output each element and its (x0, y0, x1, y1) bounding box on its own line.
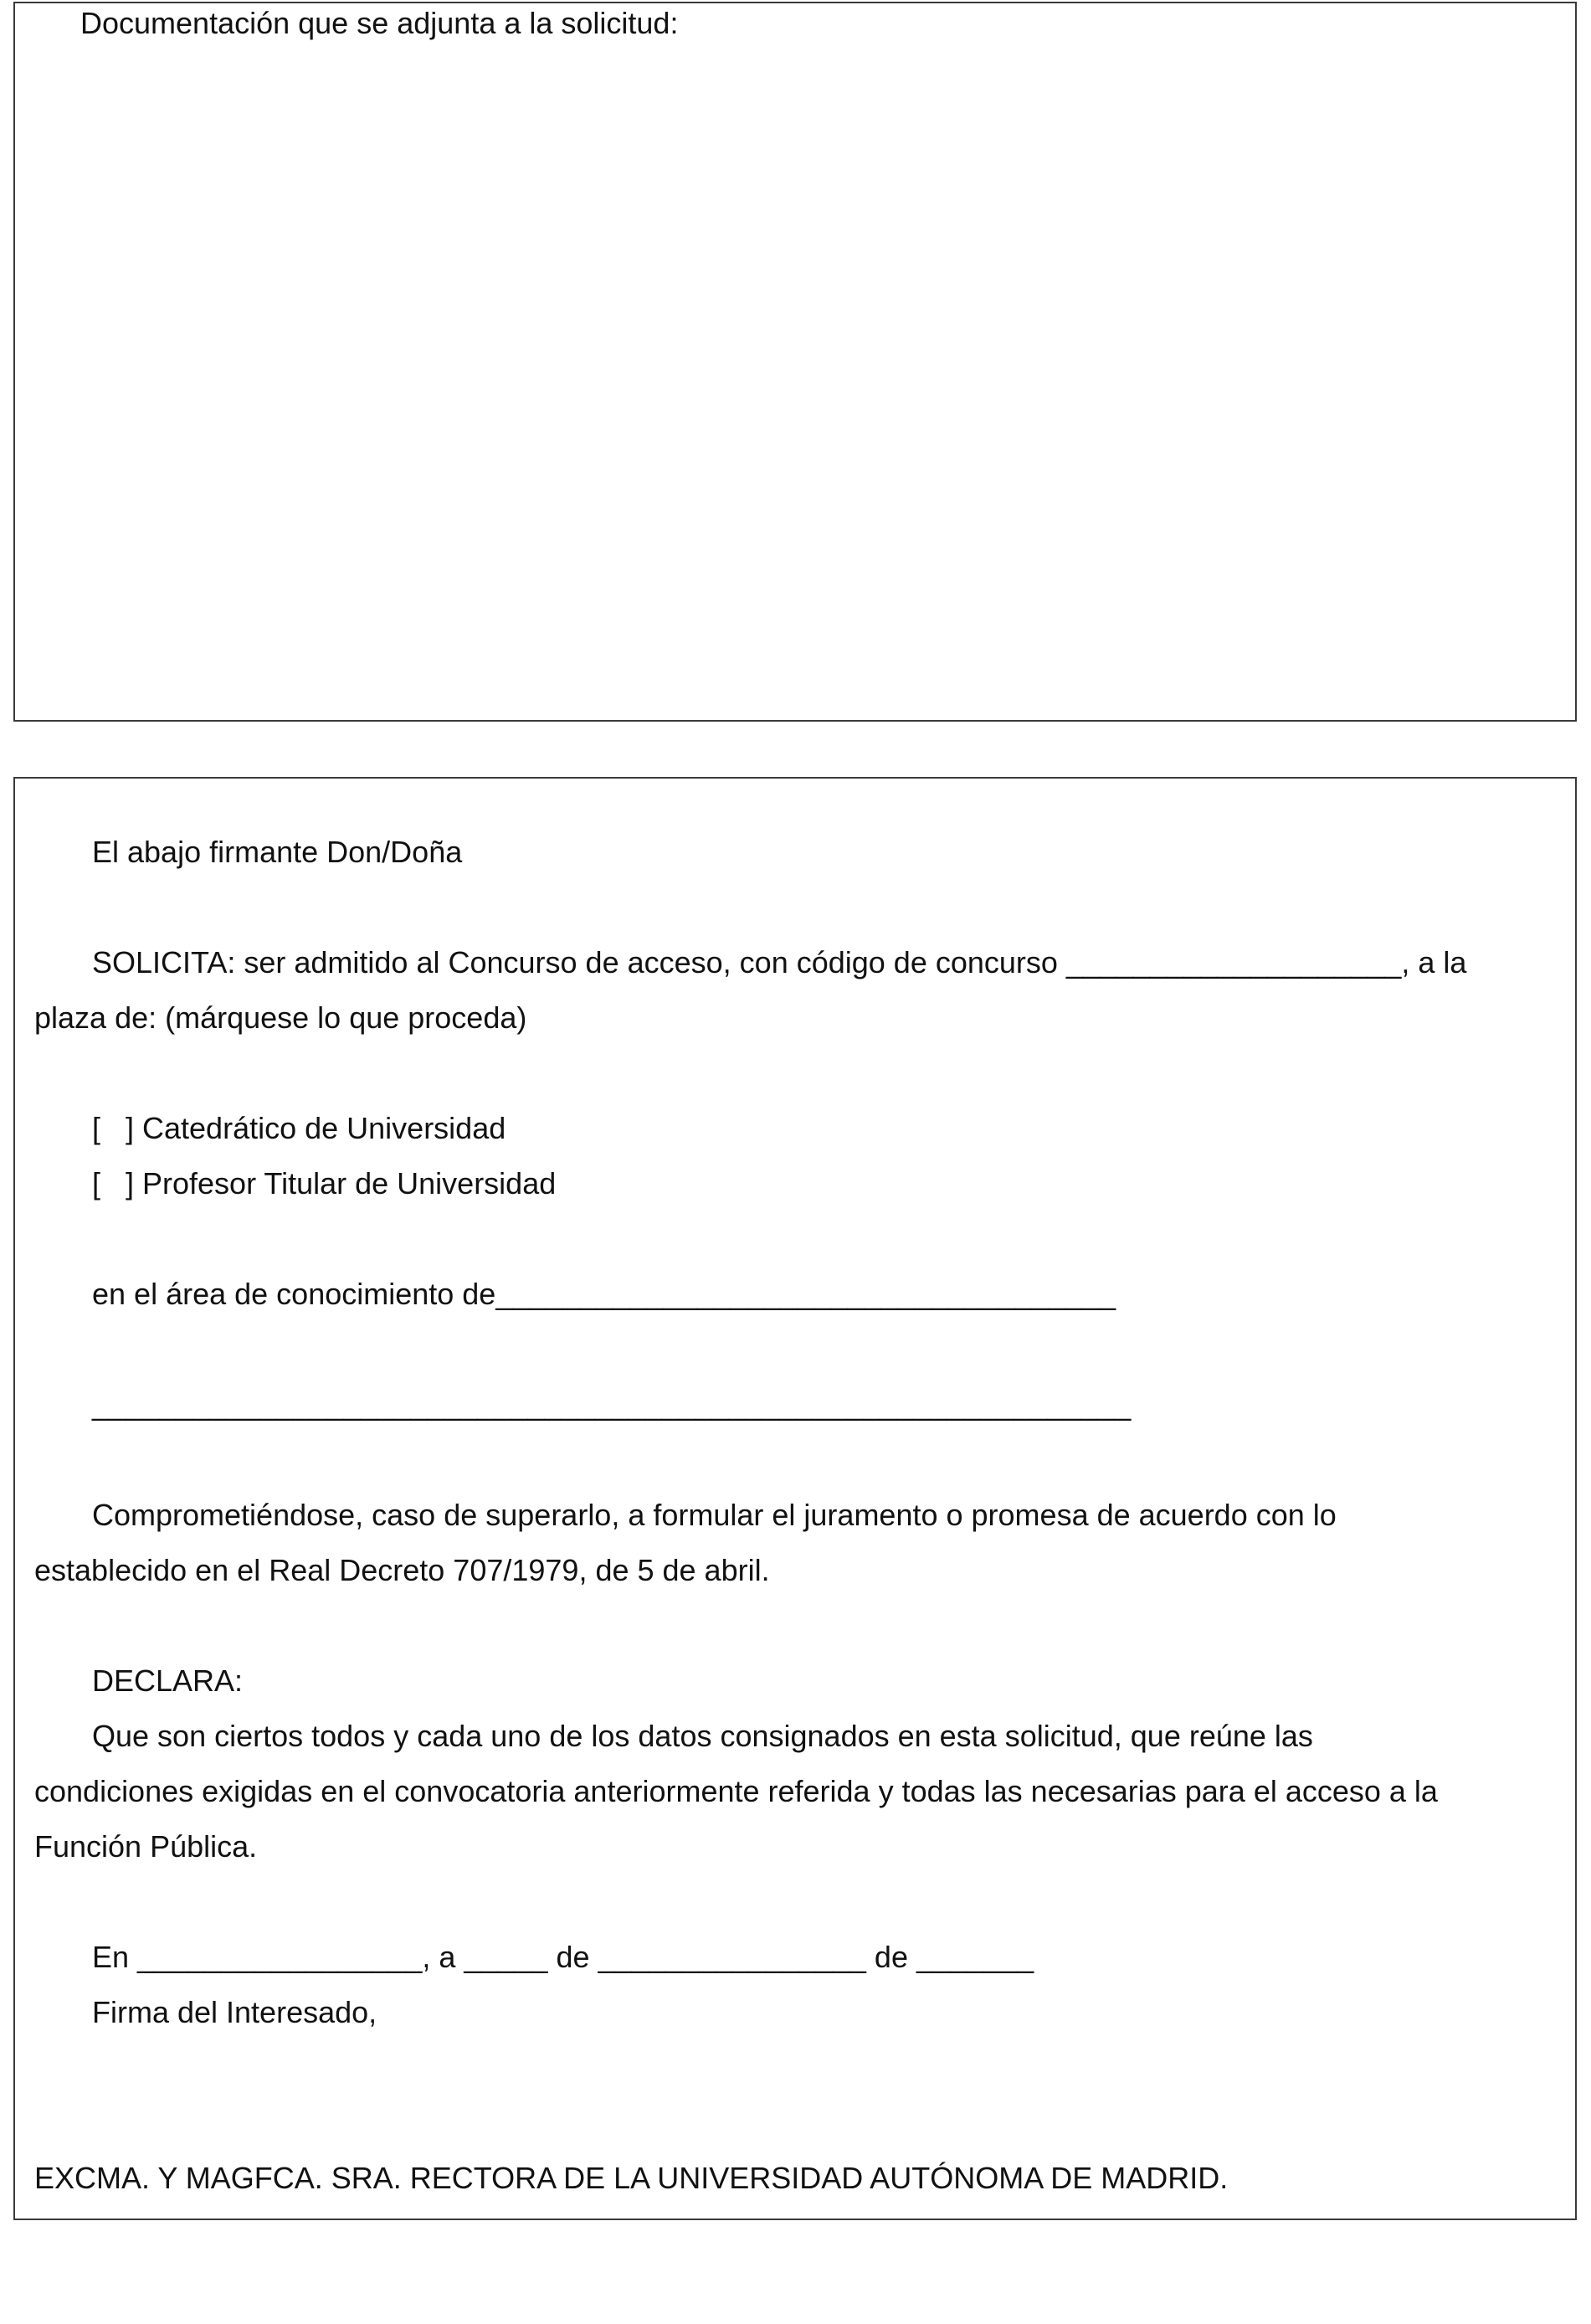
declara-line-2: condiciones exigidas en el convocatoria anteriormente referida y todas las necesarias para el acceso a la (34, 1774, 1438, 1808)
declara-line-3: Función Pública. (34, 1829, 258, 1864)
attached-documents-heading: Documentación que se adjunta a la solicitud: (80, 6, 679, 40)
commitment-line-2: establecido en el Real Decreto 707/1979, de 5 de abril. (34, 1553, 770, 1587)
declara-label: DECLARA: (92, 1663, 244, 1698)
attached-documents-box (13, 2, 1577, 722)
solicita-line-1: SOLICITA: ser admitido al Concurso de acceso, con código de concurso ____________________, a la (92, 945, 1467, 979)
option-profesor-titular[interactable]: [ ] Profesor Titular de Universidad (92, 1166, 557, 1201)
commitment-line-1: Comprometiéndose, caso de superarlo, a formular el juramento o promesa de acuerdo con lo (92, 1498, 1337, 1532)
solicita-line-2: plaza de: (márquese lo que proceda) (34, 1000, 527, 1035)
signature-label: Firma del Interesado, (92, 1995, 377, 2029)
knowledge-area-blank: ______________________________________________________________ (92, 1387, 1132, 1422)
declara-line-1: Que son ciertos todos y cada uno de los datos consignados en esta solicitud, que reúne las (92, 1719, 1313, 1753)
knowledge-area-line: en el área de conocimiento de_____________________________________ (92, 1277, 1116, 1311)
application-box (13, 777, 1577, 2220)
place-date-line: En _________________, a _____ de ________________ de _______ (92, 1940, 1034, 1974)
signatory-line: El abajo firmante Don/Doña (92, 835, 463, 869)
addressee-line: EXCMA. Y MAGFCA. SRA. RECTORA DE LA UNIVERSIDAD AUTÓNOMA DE MADRID. (34, 2161, 1229, 2195)
option-catedratico[interactable]: [ ] Catedrático de Universidad (92, 1111, 506, 1145)
